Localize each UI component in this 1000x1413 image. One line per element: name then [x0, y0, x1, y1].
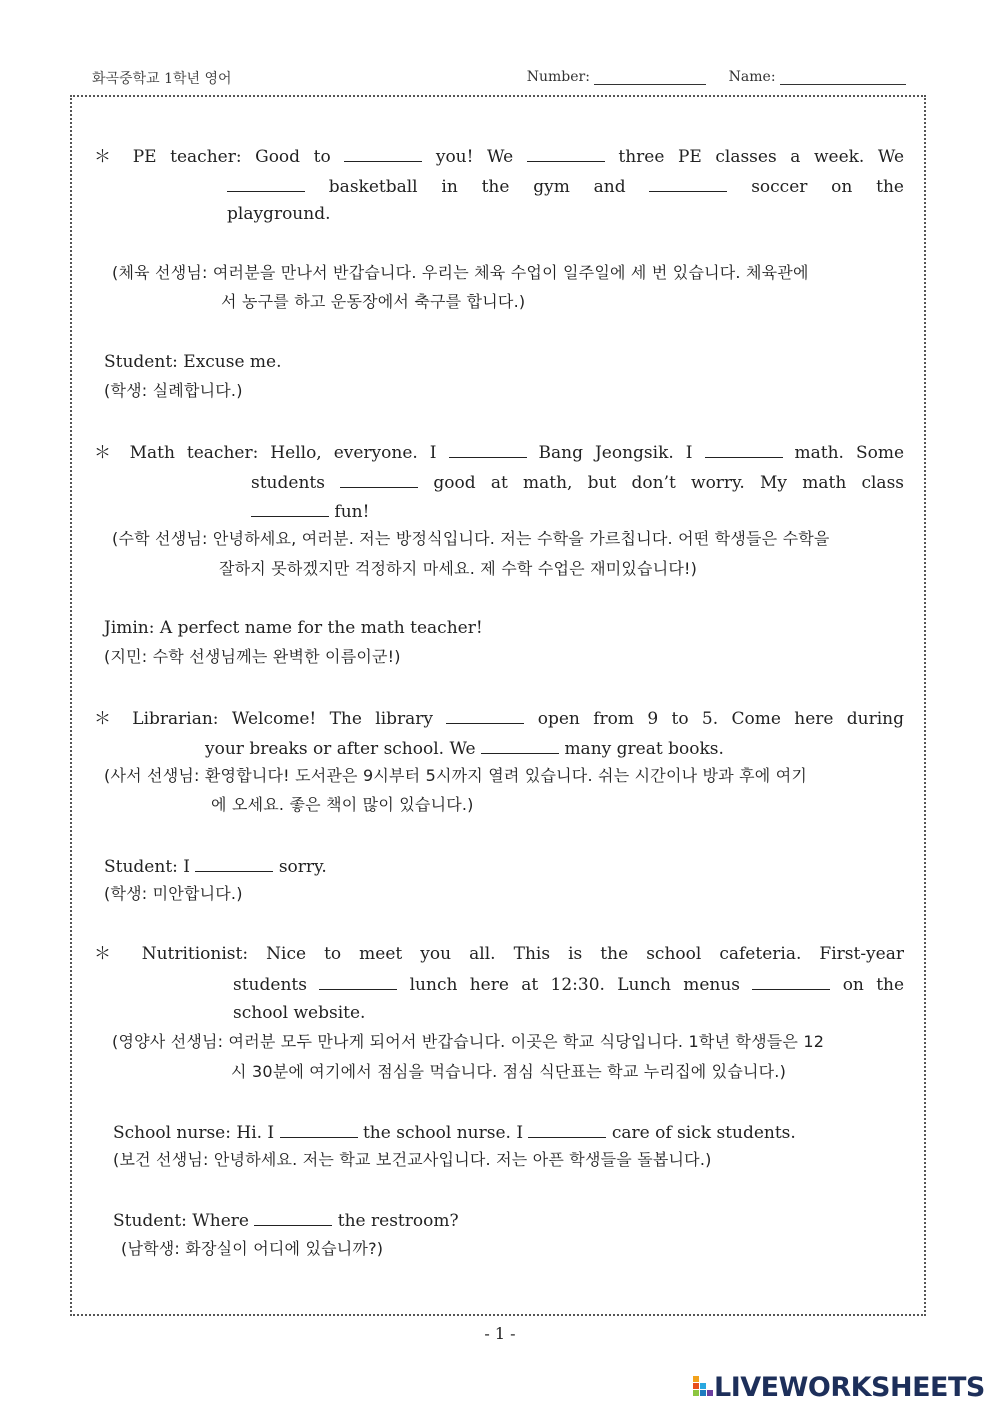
- answer-blank[interactable]: [449, 440, 527, 458]
- student-korean-1: (학생: 실례합니다.): [104, 381, 243, 400]
- name-field[interactable]: [780, 68, 906, 85]
- answer-blank[interactable]: [481, 736, 559, 754]
- liveworksheets-wordmark: LIVEWORKSHEETS: [714, 1372, 985, 1403]
- nurse-line: School nurse: Hi. I the school nurse. I care of sick students.: [113, 1120, 796, 1144]
- jimin-line: Jimin: A perfect name for the math teacher!: [104, 618, 483, 638]
- nutritionist-line-2: students lunch here at 12:30. Lunch menus on the: [233, 972, 904, 996]
- student-line-1: Student: Excuse me.: [104, 352, 282, 372]
- student-korean-2: (학생: 미안합니다.): [104, 884, 243, 903]
- math-line-2: students good at math, but don’t worry. My math class: [251, 470, 904, 494]
- nutritionist-line-1: ＊ Nutritionist: Nice to meet you all. This is the school cafeteria. First-year: [94, 944, 904, 964]
- answer-blank[interactable]: [251, 499, 329, 517]
- answer-blank[interactable]: [528, 1120, 606, 1138]
- math-line-3: fun!: [251, 499, 369, 523]
- nutritionist-line-3: school website.: [233, 1003, 366, 1023]
- answer-blank[interactable]: [344, 144, 422, 162]
- student-line-3: Student: Where the restroom?: [113, 1208, 459, 1232]
- answer-blank[interactable]: [527, 144, 605, 162]
- answer-blank[interactable]: [705, 440, 783, 458]
- answer-blank[interactable]: [195, 854, 273, 872]
- number-field[interactable]: [594, 68, 706, 85]
- math-korean-1: (수학 선생님: 안녕하세요, 여러분. 저는 방정식입니다. 저는 수학을 가르칩니다. 어떤 학생들은 수학을: [112, 529, 830, 548]
- answer-blank[interactable]: [446, 706, 524, 724]
- school-title: 화곡중학교 1학년 영어: [92, 71, 232, 87]
- answer-blank[interactable]: [649, 174, 727, 192]
- number-label: Number:: [526, 69, 590, 85]
- pe-line-2: basketball in the gym and soccer on the: [227, 174, 904, 198]
- answer-blank[interactable]: [752, 972, 830, 990]
- student-line-2: Student: I sorry.: [104, 854, 327, 878]
- librarian-korean-1: (사서 선생님: 환영합니다! 도서관은 9시부터 5시까지 열려 있습니다. 쉬는 시간이나 방과 후에 여기: [104, 766, 808, 785]
- answer-blank[interactable]: [319, 972, 397, 990]
- nutritionist-korean-1: (영양사 선생님: 여러분 모두 만나게 되어서 반갑습니다. 이곳은 학교 식당입니다. 1학년 학생들은 12: [112, 1032, 825, 1051]
- name-label: Name:: [728, 69, 776, 85]
- librarian-korean-2: 에 오세요. 좋은 책이 많이 있습니다.): [211, 795, 474, 814]
- page-header: [92, 68, 906, 90]
- librarian-line-1: ＊ Librarian: Welcome! The library open from 9 to 5. Come here during: [94, 706, 904, 730]
- answer-blank[interactable]: [280, 1120, 358, 1138]
- jimin-korean: (지민: 수학 선생님께는 완벽한 이름이군!): [104, 647, 401, 666]
- page-number: - 1 -: [484, 1324, 516, 1343]
- math-line-1: ＊ Math teacher: Hello, everyone. I Bang Jeongsik. I math. Some: [94, 440, 904, 464]
- pe-line-1: ＊ PE teacher: Good to you! We three PE classes a week. We: [94, 144, 904, 168]
- liveworksheets-icon: [692, 1375, 714, 1401]
- pe-line-3: playground.: [227, 204, 331, 224]
- student-korean-3: (남학생: 화장실이 어디에 있습니까?): [121, 1239, 384, 1258]
- answer-blank[interactable]: [254, 1208, 332, 1226]
- pe-korean-2: 서 농구를 하고 운동장에서 축구를 합니다.): [221, 292, 526, 311]
- math-korean-2: 잘하지 못하겠지만 걱정하지 마세요. 제 수학 수업은 재미있습니다!): [219, 559, 698, 578]
- answer-blank[interactable]: [340, 470, 418, 488]
- nutritionist-korean-2: 시 30분에 여기에서 점심을 먹습니다. 점심 식단표는 학교 누리집에 있습니다.): [231, 1062, 787, 1081]
- nurse-korean: (보건 선생님: 안녕하세요. 저는 학교 보건교사입니다. 저는 아픈 학생들을 돌봅니다.): [113, 1150, 712, 1169]
- answer-blank[interactable]: [227, 174, 305, 192]
- pe-korean-1: (체육 선생님: 여러분을 만나서 반갑습니다. 우리는 체육 수업이 일주일에 세 번 있습니다. 체육관에: [112, 263, 809, 282]
- librarian-line-2: your breaks or after school. We many great books.: [205, 736, 724, 760]
- number-name-fields: [527, 68, 906, 85]
